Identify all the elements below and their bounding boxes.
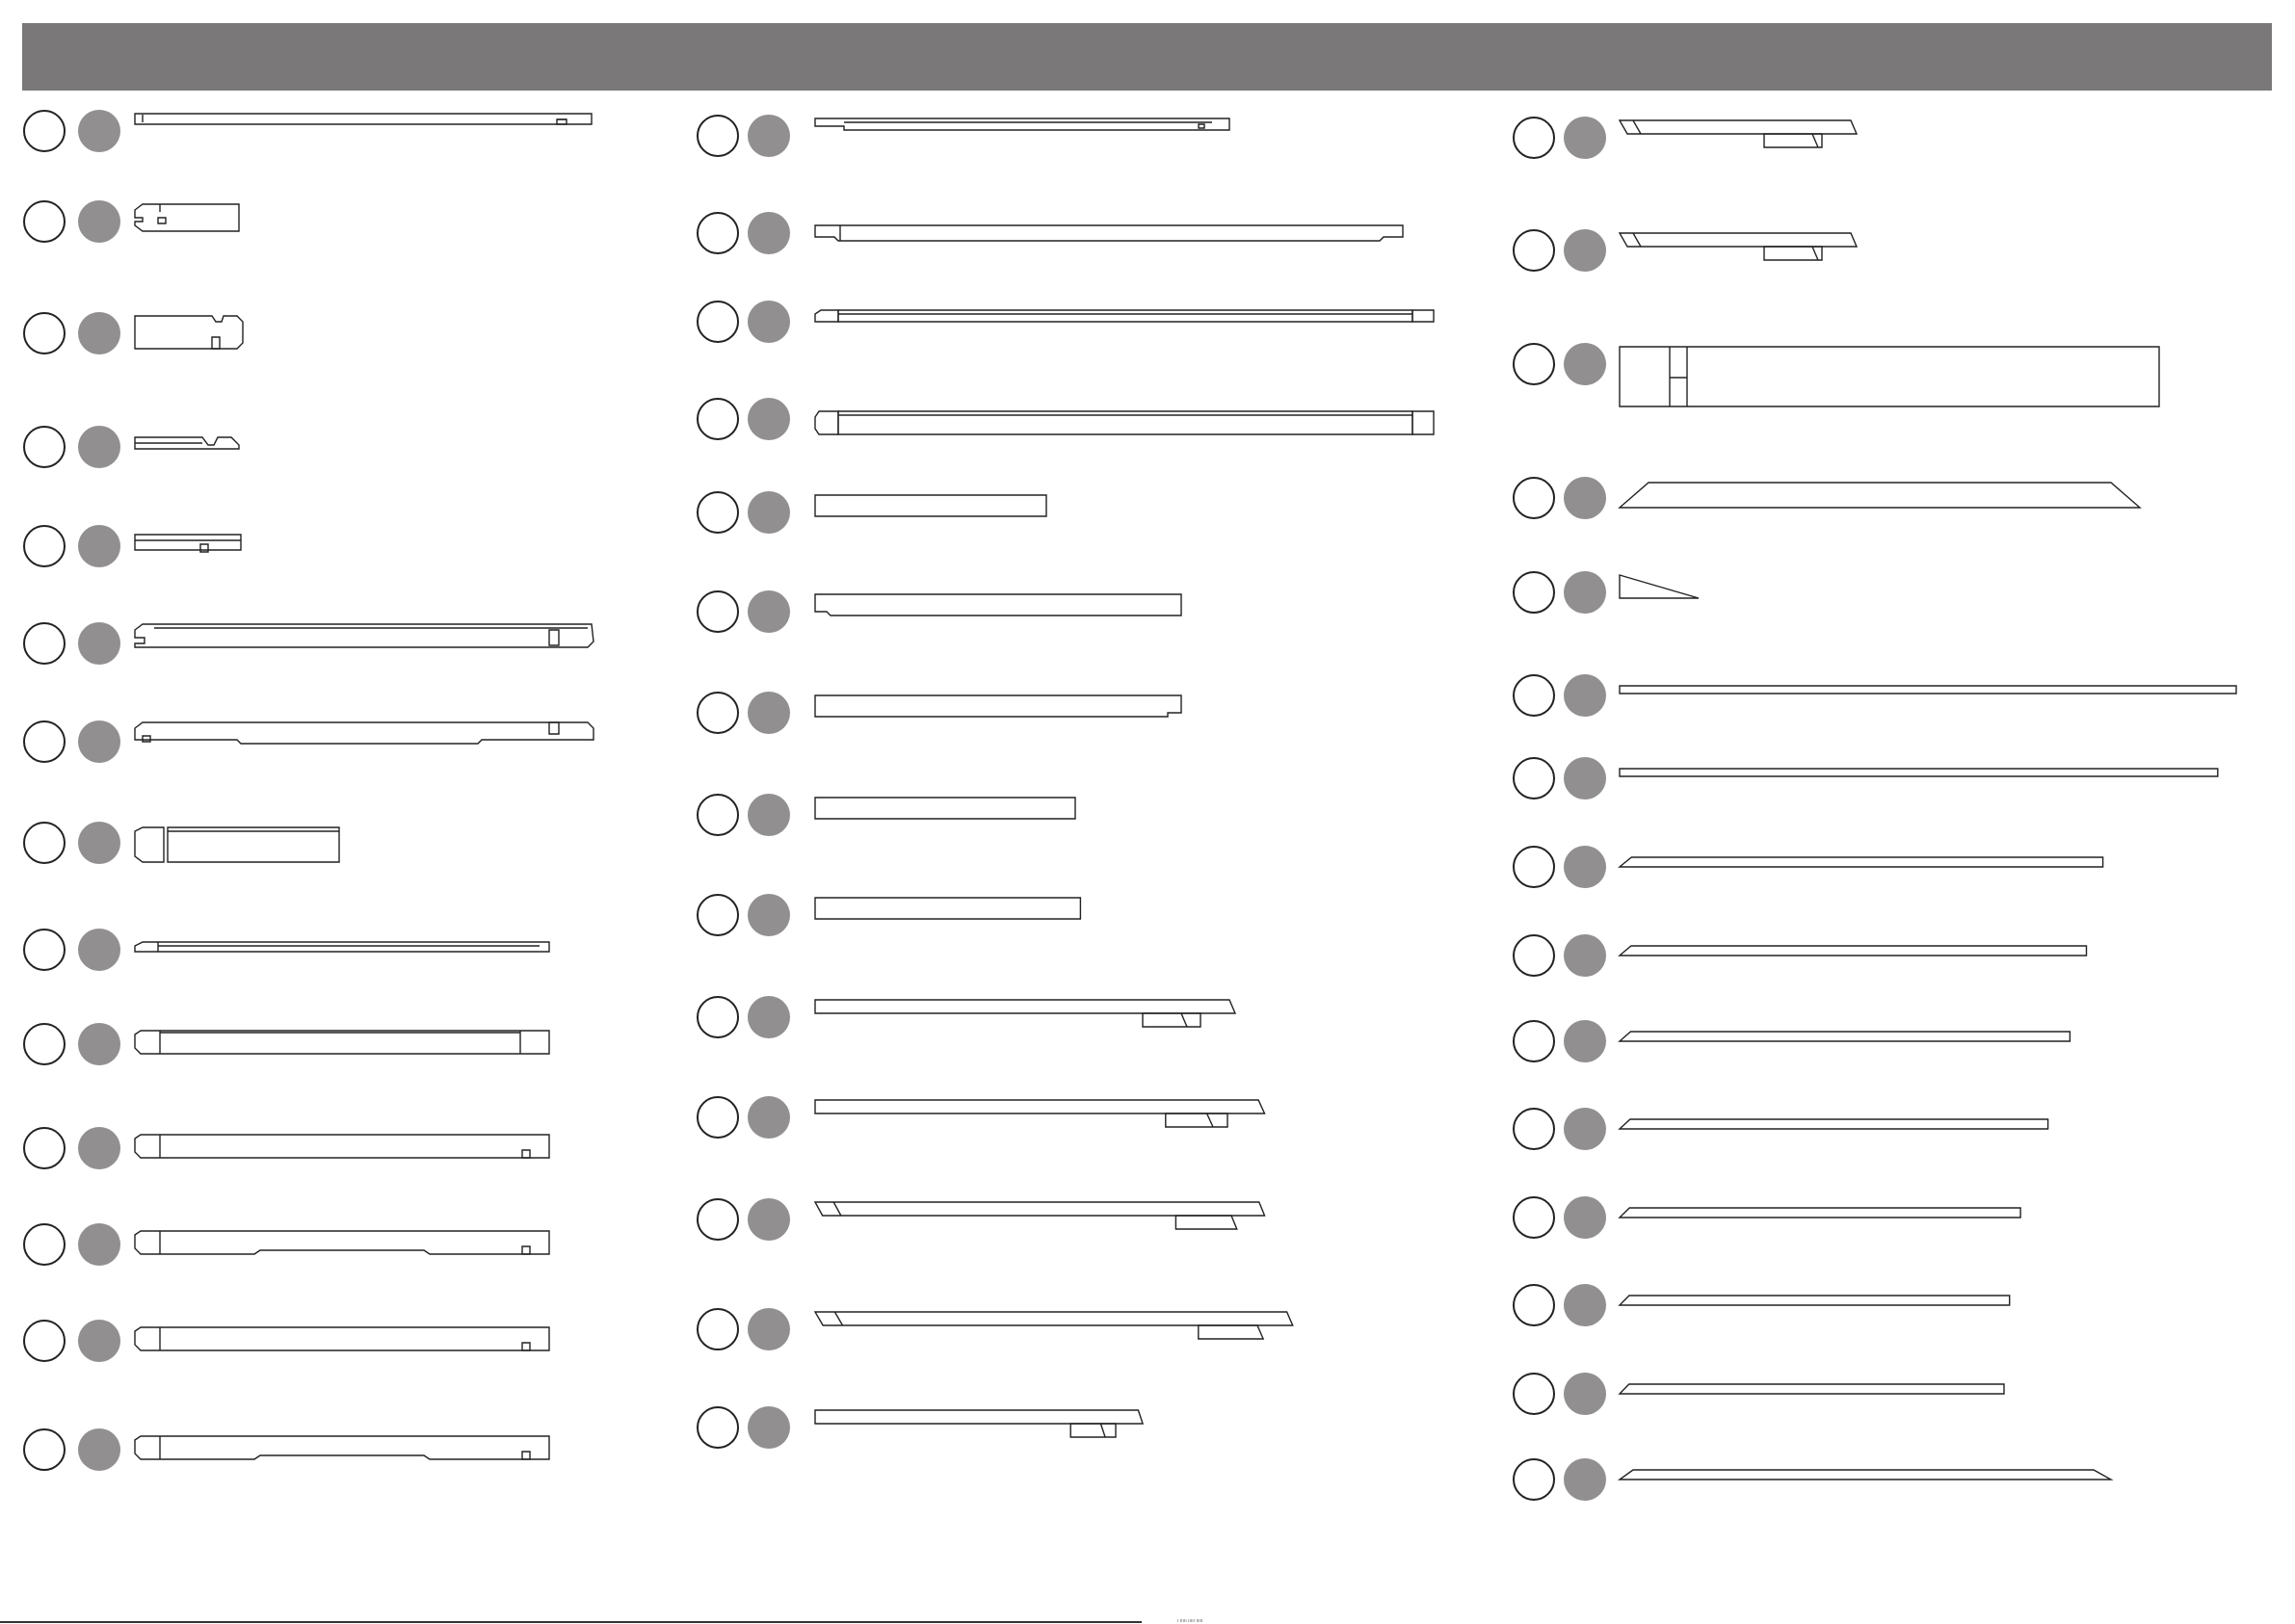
- part-number-ring: [24, 623, 65, 664]
- part-drawing-tapered-strip: [1620, 1296, 2010, 1305]
- part-number-ring: [1514, 1021, 1554, 1061]
- part-qty-badge: [748, 1096, 790, 1139]
- part-number-ring: [1514, 935, 1554, 976]
- part-number-ring: [24, 1321, 65, 1361]
- drawing-line: [522, 1246, 530, 1254]
- part-entry: [24, 110, 592, 152]
- part-entry: [698, 1096, 1265, 1139]
- part-qty-badge: [748, 301, 790, 343]
- part-qty-badge: [1564, 1196, 1606, 1239]
- part-drawing-rail-thin-notched: [135, 942, 549, 952]
- part-drawing-angled-bracket: [1620, 233, 1857, 260]
- drawing-line: [1620, 575, 1699, 598]
- part-entry: [1514, 1196, 2020, 1239]
- part-number-ring: [698, 213, 738, 253]
- part-entry: [698, 491, 1046, 534]
- drawing-line: [1620, 1032, 2070, 1041]
- part-qty-badge: [78, 1320, 120, 1362]
- part-qty-badge: [748, 491, 790, 534]
- part-drawing-angled-slat-foot-bevel: [815, 1312, 1293, 1339]
- part-entry: [698, 1198, 1265, 1241]
- part-qty-badge: [1564, 571, 1606, 614]
- drawing-line: [1100, 1424, 1105, 1437]
- part-entry: [1514, 1020, 2070, 1062]
- part-entry: [1514, 343, 2159, 406]
- part-entry: [698, 590, 1181, 633]
- part-qty-badge: [748, 590, 790, 633]
- drawing-line: [815, 898, 1080, 919]
- part-drawing-tapered-strip: [1620, 1384, 2004, 1394]
- drawing-line: [158, 218, 166, 223]
- part-drawing-short-notched-block: [135, 204, 239, 231]
- drawing-line: [1199, 1325, 1263, 1339]
- part-number-ring: [698, 301, 738, 342]
- part-number-ring: [1514, 478, 1554, 518]
- part-drawing-rail-relief-cut: [135, 1231, 549, 1254]
- part-number-ring: [24, 823, 65, 863]
- part-entry: [698, 996, 1235, 1038]
- part-number-ring: [698, 693, 738, 733]
- part-drawing-plain-board-short: [815, 495, 1046, 516]
- drawing-line: [135, 1135, 549, 1158]
- drawing-line: [815, 798, 1075, 819]
- part-qty-badge: [78, 929, 120, 971]
- drawing-line: [815, 310, 838, 322]
- drawing-line: [135, 535, 241, 550]
- part-number-ring: [698, 116, 738, 156]
- part-drawing-thin-strip-top-notch: [135, 437, 239, 449]
- drawing-line: [1620, 1119, 2048, 1129]
- part-number-ring: [698, 1407, 738, 1448]
- part-qty-badge: [1564, 477, 1606, 519]
- part-number-ring: [1514, 344, 1554, 384]
- part-entry: [1514, 1108, 2048, 1150]
- part-number-ring: [1514, 230, 1554, 271]
- part-number-ring: [24, 1224, 65, 1265]
- part-number-ring: [1514, 1374, 1554, 1414]
- part-drawing-angled-slat-foot: [815, 1000, 1235, 1027]
- drawing-line: [1199, 124, 1204, 128]
- drawing-line: [815, 118, 1229, 130]
- part-entry: [24, 1320, 549, 1362]
- part-qty-badge: [78, 525, 120, 567]
- drawing-line: [815, 695, 1181, 717]
- part-qty-badge: [78, 426, 120, 468]
- part-qty-badge: [1564, 1373, 1606, 1415]
- drawing-line: [815, 1410, 1143, 1424]
- part-qty-badge: [748, 115, 790, 157]
- part-number-ring: [1514, 1459, 1554, 1500]
- part-drawing-angled-slat-foot: [815, 1410, 1143, 1437]
- part-number-ring: [1514, 847, 1554, 887]
- part-drawing-angled-bracket: [1620, 120, 1857, 147]
- drawing-line: [135, 1231, 549, 1254]
- drawing-line: [549, 630, 559, 645]
- part-entry: [1514, 934, 2087, 977]
- part-drawing-rail-slot-right: [135, 1135, 549, 1158]
- part-qty-badge: [748, 692, 790, 734]
- drawing-line: [815, 1202, 1265, 1216]
- drawing-line: [212, 337, 220, 349]
- part-number-ring: [698, 1309, 738, 1349]
- part-entry: [24, 822, 339, 864]
- part-drawing-rail-relief-cut: [135, 1436, 549, 1459]
- drawing-line: [1412, 411, 1434, 434]
- part-drawing-rail-slot-right: [135, 1327, 549, 1350]
- part-qty-badge: [78, 1023, 120, 1065]
- drawing-line: [135, 1031, 549, 1054]
- part-qty-badge: [748, 1308, 790, 1350]
- part-number-ring: [1514, 1109, 1554, 1149]
- drawing-line: [200, 544, 208, 552]
- part-qty-badge: [748, 794, 790, 836]
- drawing-line: [1175, 1216, 1236, 1229]
- drawing-line: [557, 119, 567, 124]
- part-entry: [698, 794, 1075, 836]
- part-number-ring: [1514, 758, 1554, 799]
- part-drawing-long-rail-notched-ends: [135, 624, 594, 647]
- drawing-line: [1620, 1296, 2010, 1305]
- drawing-line: [135, 942, 549, 952]
- part-number-ring: [698, 591, 738, 632]
- part-entry: [1514, 674, 2236, 717]
- drawing-line: [1070, 1424, 1116, 1437]
- part-number-ring: [698, 1097, 738, 1138]
- part-entry: [1514, 117, 1857, 159]
- part-qty-badge: [1564, 674, 1606, 717]
- part-number-ring: [24, 1024, 65, 1064]
- drawing-line: [815, 1100, 1265, 1113]
- part-drawing-short-block-end-tab: [135, 827, 339, 862]
- drawing-line: [135, 316, 243, 349]
- drawing-line: [1620, 347, 2159, 406]
- part-drawing-tapered-strip: [1620, 946, 2087, 956]
- part-number-ring: [1514, 675, 1554, 716]
- drawing-line: [522, 1150, 530, 1158]
- part-number-ring: [1514, 1197, 1554, 1238]
- part-drawing-slat-tenon-ends: [815, 310, 1434, 322]
- part-drawing-angled-slat-foot-bevel: [815, 1202, 1265, 1229]
- drawing-line: [135, 827, 164, 862]
- part-qty-badge: [748, 398, 790, 440]
- part-entry: [24, 1023, 549, 1065]
- part-entry: [698, 212, 1403, 254]
- drawing-line: [1620, 686, 2236, 694]
- part-entry: [698, 894, 1080, 936]
- part-drawing-long-rail-relief-cut: [135, 722, 594, 744]
- drawing-line: [135, 1327, 549, 1350]
- part-drawing-slat-tenon-ends-wide: [815, 411, 1434, 434]
- part-entry: [24, 929, 549, 971]
- part-qty-badge: [78, 720, 120, 763]
- part-entry: [24, 1428, 549, 1471]
- part-drawing-slat-stepped-ends-long: [815, 225, 1403, 241]
- drawing-line: [834, 1312, 842, 1325]
- part-qty-badge: [78, 1223, 120, 1266]
- part-entry: [698, 115, 1229, 157]
- part-drawing-long-groove-rail: [135, 114, 592, 124]
- drawing-line: [833, 1202, 841, 1216]
- part-drawing-tapered-strip: [1620, 1032, 2070, 1041]
- drawing-line: [1812, 247, 1818, 260]
- drawing-line: [522, 1343, 530, 1350]
- part-drawing-slat-stepped-ends: [815, 118, 1229, 130]
- part-drawing-long-strip: [1620, 686, 2236, 694]
- part-entry: [24, 312, 243, 354]
- drawing-line: [815, 594, 1181, 616]
- part-qty-badge: [748, 996, 790, 1038]
- part-qty-badge: [1564, 117, 1606, 159]
- drawing-line: [143, 736, 150, 742]
- part-number-ring: [1514, 118, 1554, 158]
- part-number-ring: [24, 930, 65, 970]
- drawing-line: [135, 114, 592, 124]
- part-qty-badge: [748, 894, 790, 936]
- drawing-line: [1181, 1013, 1187, 1027]
- part-entry: [1514, 846, 2103, 888]
- part-entry: [1514, 477, 2140, 519]
- part-qty-badge: [1564, 1020, 1606, 1062]
- drawing-line: [815, 1000, 1235, 1013]
- drawing-line: [1620, 1208, 2020, 1218]
- drawing-line: [1620, 1384, 2004, 1394]
- drawing-line: [1620, 233, 1857, 247]
- part-qty-badge: [1564, 1458, 1606, 1501]
- part-entry: [698, 1406, 1143, 1449]
- drawing-line: [1412, 310, 1434, 322]
- part-number-ring: [24, 427, 65, 467]
- part-number-ring: [24, 721, 65, 762]
- part-entry: [1514, 1284, 2010, 1326]
- drawing-line: [1812, 134, 1818, 147]
- drawing-line: [1620, 857, 2103, 867]
- part-qty-badge: [748, 212, 790, 254]
- drawing-line: [1620, 769, 2218, 776]
- drawing-line: [1620, 483, 2140, 508]
- part-number-ring: [698, 997, 738, 1037]
- drawing-line: [1633, 120, 1641, 134]
- part-drawing-angled-slat-foot: [815, 1100, 1265, 1127]
- drawing-line: [1633, 233, 1641, 247]
- part-qty-badge: [78, 1127, 120, 1169]
- part-drawing-tapered-strip: [1620, 857, 2103, 867]
- part-qty-badge: [1564, 1284, 1606, 1326]
- part-qty-badge: [1564, 934, 1606, 977]
- part-qty-badge: [1564, 757, 1606, 799]
- part-entry: [698, 398, 1434, 440]
- part-number-ring: [698, 399, 738, 439]
- part-drawing-thin-strip-bottom-slot: [135, 535, 241, 552]
- part-entry: [24, 622, 594, 665]
- part-entry: [1514, 1373, 2004, 1415]
- part-number-ring: [698, 795, 738, 835]
- part-drawing-board-stepped-right: [815, 695, 1181, 717]
- part-number-ring: [24, 201, 65, 242]
- part-drawing-plain-board: [815, 798, 1075, 819]
- part-drawing-plain-board: [815, 898, 1080, 919]
- part-qty-badge: [78, 822, 120, 864]
- part-number-ring: [1514, 572, 1554, 613]
- part-number-ring: [1514, 1285, 1554, 1325]
- part-entry: [1514, 757, 2218, 799]
- part-qty-badge: [78, 312, 120, 354]
- part-qty-badge: [1564, 343, 1606, 385]
- part-entry: [1514, 1458, 2111, 1501]
- part-number-ring: [24, 111, 65, 151]
- drawing-line: [135, 204, 239, 231]
- part-number-ring: [698, 1199, 738, 1240]
- part-number-ring: [24, 1128, 65, 1168]
- part-drawing-board-stepped-left: [815, 594, 1181, 616]
- drawing-line: [815, 495, 1046, 516]
- part-number-ring: [24, 1429, 65, 1470]
- part-entry: [24, 426, 239, 468]
- drawing-line: [838, 310, 1412, 322]
- part-entry: [24, 1127, 549, 1169]
- part-qty-badge: [748, 1406, 790, 1449]
- drawing-line: [135, 722, 594, 744]
- drawing-line: [549, 722, 559, 734]
- part-drawing-tapered-strip-double-end: [1620, 1470, 2111, 1480]
- part-drawing-short-block-top-notch: [135, 316, 243, 349]
- part-number-ring: [24, 526, 65, 566]
- part-entry: [698, 1308, 1293, 1350]
- drawing-line: [1143, 1013, 1200, 1027]
- drawing-line: [815, 411, 838, 434]
- part-drawing-small-wedge: [1620, 575, 1699, 598]
- part-drawing-rail-double-line: [135, 1031, 549, 1054]
- drawing-line: [1620, 946, 2087, 956]
- part-drawing-long-strip: [1620, 769, 2218, 776]
- part-qty-badge: [78, 622, 120, 665]
- part-entry: [698, 692, 1181, 734]
- part-drawing-trapezoid-plate: [1620, 483, 2140, 508]
- part-number-ring: [698, 895, 738, 935]
- part-drawing-tapered-strip: [1620, 1119, 2048, 1129]
- part-qty-badge: [1564, 229, 1606, 272]
- part-entry: [24, 720, 594, 763]
- drawing-line: [168, 827, 339, 862]
- part-number-ring: [24, 313, 65, 354]
- drawing-line: [1207, 1113, 1213, 1127]
- drawing-line: [815, 1312, 1293, 1325]
- part-number-ring: [698, 492, 738, 533]
- drawing-line: [1620, 120, 1857, 134]
- drawing-line: [1166, 1113, 1227, 1127]
- part-qty-badge: [78, 200, 120, 243]
- drawing-line: [135, 1436, 549, 1459]
- footer-marks: ı ııııı ııııı ııııı: [1177, 1618, 1203, 1624]
- part-qty-badge: [1564, 846, 1606, 888]
- part-entry: [24, 200, 239, 243]
- part-entry: [1514, 229, 1857, 272]
- part-qty-badge: [1564, 1108, 1606, 1150]
- part-qty-badge: [748, 1198, 790, 1241]
- part-drawing-panel-with-cleat: [1620, 347, 2159, 406]
- drawing-line: [522, 1452, 530, 1459]
- part-drawing-tapered-strip: [1620, 1208, 2020, 1218]
- part-entry: [24, 1223, 549, 1266]
- part-qty-badge: [78, 110, 120, 152]
- part-qty-badge: [78, 1428, 120, 1471]
- drawing-line: [815, 225, 1403, 241]
- part-entry: [24, 525, 241, 567]
- part-entry: [698, 301, 1434, 343]
- part-entry: [1514, 571, 1699, 614]
- drawing-line: [1620, 1470, 2111, 1480]
